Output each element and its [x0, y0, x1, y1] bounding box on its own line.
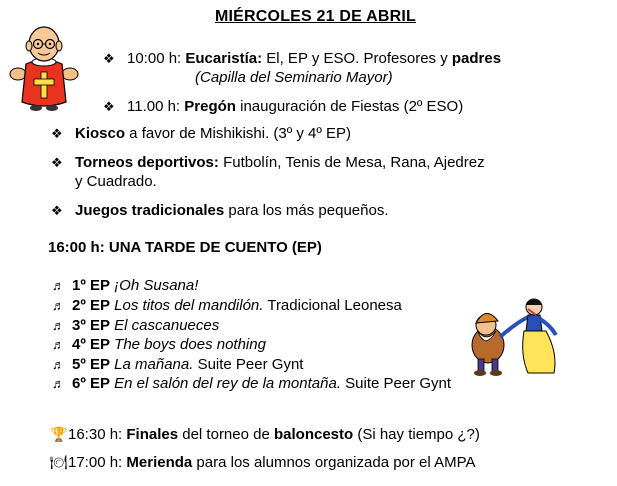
story-item: ♬ 3º EP El cascanueces — [52, 317, 220, 334]
event-merienda: 🍽17:00 h: Merienda para los alumnos organizada por el AMPA — [50, 454, 476, 471]
bullet-icon: ❖ — [51, 203, 63, 218]
story-item: ♬ 6º EP En el salón del rey de la montaña. Suite Peer Gynt — [52, 375, 452, 392]
activity-torneos-cont: y Cuadrado. — [75, 173, 157, 190]
event-eucaristia-location: (Capilla del Seminario Mayor) — [195, 69, 393, 86]
plate-icon: 🍽 — [50, 454, 68, 470]
priest-illustration — [8, 22, 80, 114]
story-heading: 16:00 h: UNA TARDE DE CUENTO (EP) — [48, 239, 322, 256]
event-eucaristia: ❖ 10:00 h: Eucaristía: El, EP y ESO. Profesores y padres — [103, 50, 502, 67]
music-note-icon: ♬ — [52, 298, 65, 313]
music-note-icon: ♬ — [52, 357, 65, 372]
activity-torneos: ❖ Torneos deportivos: Futbolín, Tenis de Mesa, Rana, Ajedrez — [51, 154, 485, 171]
bullet-icon: ❖ — [103, 99, 115, 114]
page-title: MIÉRCOLES 21 DE ABRIL — [215, 8, 416, 25]
event-pregon: ❖ 11.00 h: Pregón inauguración de Fiestas (2º ESO) — [103, 98, 464, 115]
bullet-icon: ❖ — [103, 51, 115, 66]
story-item: ♬ 5º EP La mañana. Suite Peer Gynt — [52, 356, 304, 373]
story-item: ♬ 1º EP ¡Oh Susana! — [52, 277, 199, 294]
music-note-icon: ♬ — [52, 318, 65, 333]
event-finals: 🏆16:30 h: Finales del torneo de baloncesto (Si hay tiempo ¿?) — [50, 426, 480, 443]
music-note-icon: ♬ — [52, 376, 65, 391]
activity-juegos: ❖ Juegos tradicionales para los más pequeños. — [51, 202, 389, 219]
bullet-icon: ❖ — [51, 126, 63, 141]
music-note-icon: ♬ — [52, 278, 65, 293]
story-item: ♬ 2º EP Los titos del mandilón. Tradicional Leonesa — [52, 297, 402, 314]
activity-kiosco: ❖ Kiosco a favor de Mishikishi. (3º y 4º EP) — [51, 125, 352, 142]
bullet-icon: ❖ — [51, 155, 63, 170]
music-note-icon: ♬ — [52, 337, 65, 352]
dancing-characters-illustration — [466, 295, 566, 380]
story-item: ♬ 4º EP The boys does nothing — [52, 336, 266, 353]
trophy-icon: 🏆 — [50, 426, 68, 442]
